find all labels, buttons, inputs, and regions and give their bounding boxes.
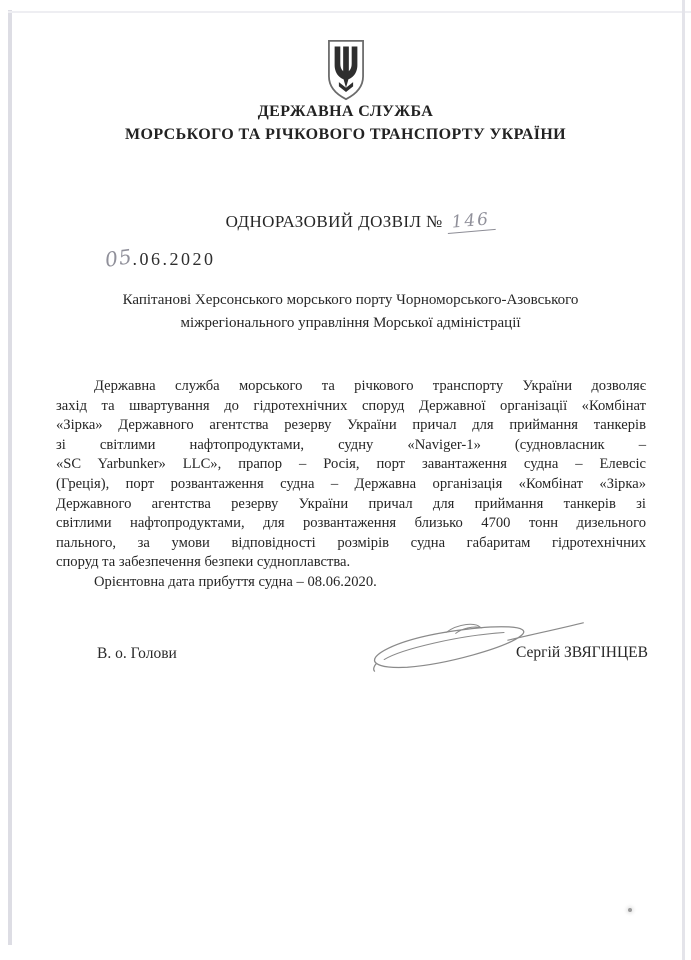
permit-date [105,246,215,270]
body-line: Державного агентства резерву України причал для приймання танкерів зі [56,495,646,512]
permit-title [30,209,691,233]
body-paragraph [56,377,646,593]
body-line: Державна служба морського та річкового транспорту України дозволяє [94,378,646,394]
agency-name-line2: МОРСЬКОГО ТА РІЧКОВОГО ТРАНСПОРТУ УКРАЇНИ [124,126,567,143]
body-line: зі світлими нафтопродуктами, судну «Naviger-1» (судновласник – [56,436,646,453]
date-printed: .06.2020 [132,249,216,269]
page-edge-left [8,10,12,945]
agency-name [0,100,691,146]
signer-position: В. о. Голови [97,645,177,662]
body-line: «Зірка» Державного агентства резерву України причал для приймання танкерів [56,417,646,434]
body-line: захід та швартування до гідротехнічних споруд Державної організації «Комбінат [56,397,646,414]
permit-number-handwritten: 146 [446,209,496,234]
addressee-line1: Капітанові Херсонського морського порту Чорноморського-Азовського [122,292,579,308]
coat-of-arms [0,38,691,107]
arrival-date-line: Орієнтовна дата прибуття судна – 08.06.2020. [94,573,377,590]
date-day-handwritten: 05 [103,244,134,272]
artifact-speck [628,908,632,912]
agency-name-line1: ДЕРЖАВНА СЛУЖБА [257,103,434,120]
addressee-block [70,289,631,334]
permit-title-label: ОДНОРАЗОВИЙ ДОЗВІЛ № [225,212,443,231]
page-edge-top [8,11,691,13]
body-line: «SC Yarbunker» LLC», прапор – Росія, порт завантаження судна – Елевсіс [56,456,646,473]
addressee-line2: міжрегіонального управління Морської адміністрації [180,314,521,331]
body-line: світлими нафтопродуктами, для розвантаження близько 4700 тонн дизельного [56,515,646,532]
signature-row [0,615,691,685]
body-line: пального, за умови відповідності розмірів судна габаритам гідротехнічних [56,534,646,551]
body-line: (Греція), порт розвантаження судна – Державна організація «Комбінат «Зірка» [56,475,646,492]
signer-name: Сергій ЗВЯГІНЦЕВ [516,644,648,661]
body-line: споруд та забезпечення безпеки судноплавства. [56,554,351,571]
